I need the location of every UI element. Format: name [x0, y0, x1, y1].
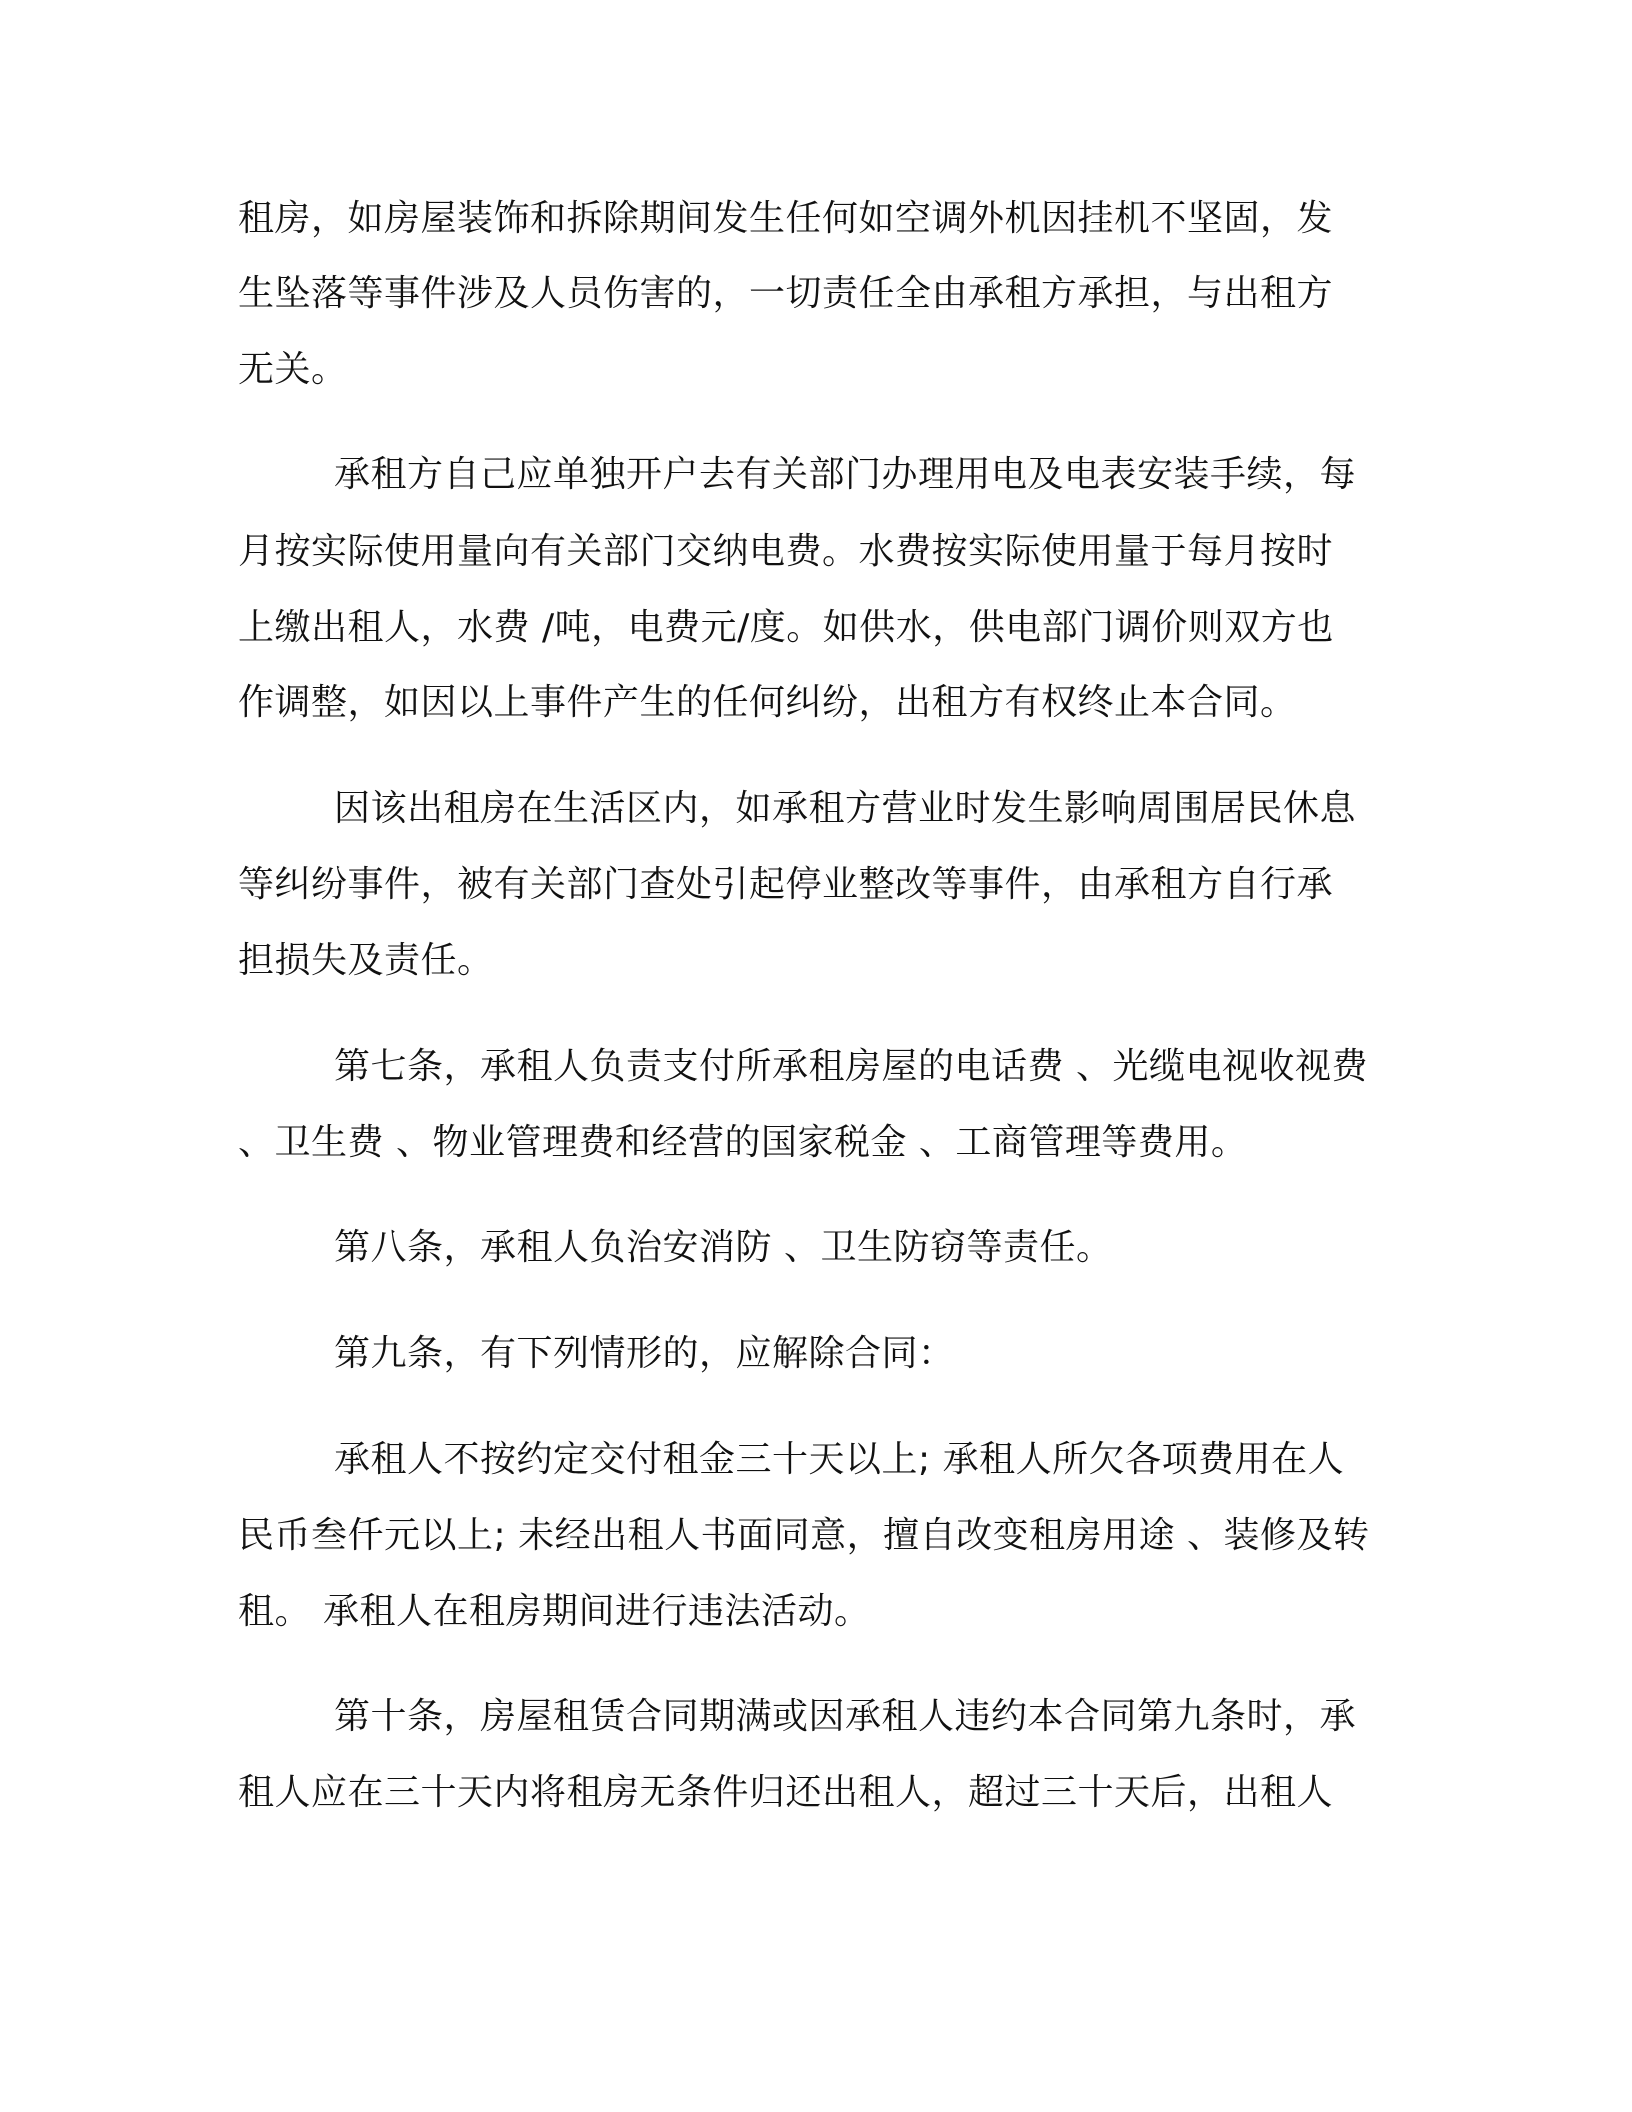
article-9-conditions-line-2: 民币叁仟元以上; 未经出租人书面同意，擅自改变租房用途 、装修及转 [238, 1515, 1370, 1556]
paragraph-2-line-4: 作调整，如因以上事件产生的任何纠纷，出租方有权终止本合同。 [238, 682, 1297, 723]
paragraph-2-line-3: 上缴出租人，水费 /吨，电费元/度。如供水，供电部门调价则双方也 [238, 607, 1334, 648]
paragraph-2-line-2: 月按实际使用量向有关部门交纳电费。水费按实际使用量于每月按时 [238, 531, 1334, 572]
paragraph-3-line-2: 等纠纷事件，被有关部门查处引起停业整改等事件，由承租方自行承 [238, 864, 1334, 905]
article-10-line-2: 租人应在三十天内将租房无条件归还出租人，超过三十天后，出租人 [238, 1772, 1334, 1813]
article-8-line-1: 第八条，承租人负治安消防 、卫生防窃等责任。 [334, 1227, 1113, 1268]
article-7-line-2: 、卫生费 、物业管理费和经营的国家税金 、工商管理等费用。 [238, 1122, 1248, 1163]
paragraph-1-line-3: 无关。 [238, 349, 348, 390]
paragraph-3-line-1: 因该出租房在生活区内，如承租方营业时发生影响周围居民休息 [334, 788, 1357, 829]
article-9-line-1: 第九条，有下列情形的，应解除合同： [334, 1333, 955, 1374]
article-7-line-1: 第七条，承租人负责支付所承租房屋的电话费 、光缆电视收视费 [334, 1046, 1368, 1087]
article-10-line-1: 第十条，房屋租赁合同期满或因承租人违约本合同第九条时，承 [334, 1696, 1357, 1737]
paragraph-1-line-1: 租房，如房屋装饰和拆除期间发生任何如空调外机因挂机不坚固，发 [238, 198, 1334, 239]
article-9-conditions-line-3: 租。 承租人在租房期间进行违法活动。 [238, 1591, 871, 1632]
paragraph-2-line-1: 承租方自己应单独开户去有关部门办理用电及电表安装手续，每 [334, 454, 1357, 495]
article-9-conditions-line-1: 承租人不按约定交付租金三十天以上; 承租人所欠各项费用在人 [334, 1439, 1345, 1480]
paragraph-3-line-3: 担损失及责任。 [238, 940, 494, 981]
paragraph-1-line-2: 生坠落等事件涉及人员伤害的，一切责任全由承租方承担，与出租方 [238, 273, 1334, 314]
